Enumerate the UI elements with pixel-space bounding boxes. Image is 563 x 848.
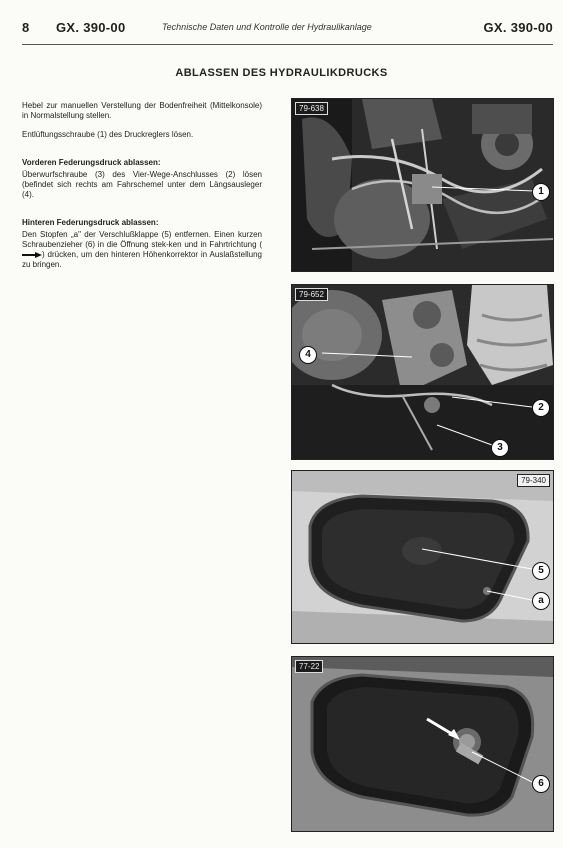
heading-rear-suspension: Hinteren Federungsdruck ablassen: — [22, 218, 159, 227]
callout-1: 1 — [532, 183, 550, 201]
paragraph-rear-suspension — [22, 230, 262, 270]
instruction-text — [22, 101, 262, 279]
doc-code-right: GX. 390-00 — [483, 20, 553, 35]
section-title: ABLASSEN DES HYDRAULIKDRUCKS — [175, 67, 388, 79]
photo-cover-plate — [292, 471, 553, 643]
figure-label: 77-22 — [295, 660, 323, 673]
doc-code-left: GX. 390-00 — [56, 20, 126, 35]
heading-front-suspension: Vorderen Federungsdruck ablassen: — [22, 158, 161, 167]
rear-text-part2: ) drücken, um den hinteren Höhenkorrektor in Auslaßstellung zu bringen. — [22, 250, 262, 269]
header-subtitle: Technische Daten und Kontrolle der Hydraulikanlage — [162, 22, 372, 32]
callout-6: 6 — [532, 775, 550, 793]
page-number: 8 — [22, 20, 30, 35]
page-header — [22, 20, 553, 40]
figure-label: 79-652 — [295, 288, 328, 301]
figure-label: 79-638 — [295, 102, 328, 115]
figure-label: 79-340 — [517, 474, 550, 487]
figure-access-cover — [291, 470, 554, 644]
figure-height-corrector — [291, 656, 554, 832]
paragraph-front-suspension: Überwurfschraube (3) des Vier-Wege-Anschlusses (2) lösen (befindet sich rechts am Fahrschemel unter dem Längsausleger (4). — [22, 170, 262, 199]
callout-5: 5 — [532, 562, 550, 580]
header-rule — [22, 44, 553, 45]
photo-subframe — [292, 285, 553, 459]
callout-2: 2 — [532, 399, 550, 417]
figure-pressure-regulator — [291, 98, 554, 272]
callout-3: 3 — [491, 439, 509, 457]
callout-a: a — [532, 592, 550, 610]
direction-arrow-icon — [22, 252, 42, 258]
paragraph-lever: Hebel zur manuellen Verstellung der Bodenfreiheit (Mittelkonsole) in Normalstellung stellen. — [22, 101, 262, 120]
callout-4: 4 — [299, 346, 317, 364]
photo-opening-screwdriver — [292, 657, 553, 831]
photo-engine-bay — [292, 99, 553, 271]
figure-four-way-connector — [291, 284, 554, 460]
rear-text-part1: Den Stopfen „a" der Verschlußklappe (5) entfernen. Einen kurzen Schraubenzieher (6) in die Öffnung stek-ken und in Fahrtrichtung ( — [22, 230, 262, 249]
paragraph-vent-screw: Entlüftungsschraube (1) des Druckreglers lösen. — [22, 130, 194, 139]
